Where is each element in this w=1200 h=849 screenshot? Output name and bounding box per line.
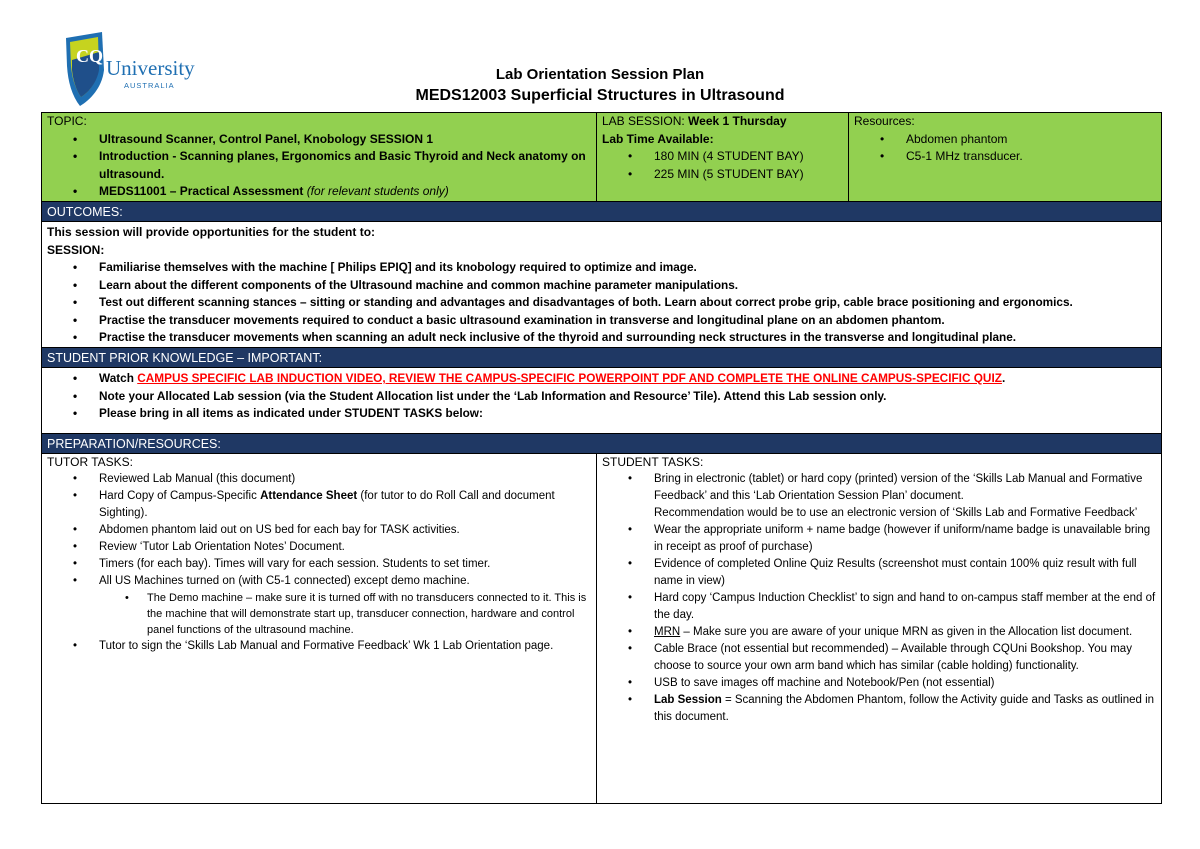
student-task: • Cable Brace (not essential but recommended) – Available through CQUni Bookshop. You may choose to source your own arm band which has similar (cable holding) functionality. [602, 641, 1156, 675]
prior-item: • Note your Allocated Lab session (via the Student Allocation list under the ‘Lab Information and Resource’ Tile). Attend this Lab session only. [47, 388, 1156, 406]
prior-item: • Please bring in all items as indicated under STUDENT TASKS below: [47, 405, 1156, 423]
student-task: • Hard copy ‘Campus Induction Checklist’ to sign and hand to on-campus staff member at the end of the day. [602, 590, 1156, 624]
outcome-item: • Practise the transducer movements required to conduct a basic ultrasound examination in transverse and longitudinal plane on an abdomen phantom. [47, 312, 1156, 330]
tutor-task: • Tutor to sign the ‘Skills Lab Manual and Formative Feedback’ Wk 1 Lab Orientation page. [47, 638, 591, 655]
student-task: • Evidence of completed Online Quiz Results (screenshot must contain 100% quiz result with full name in view) [602, 556, 1156, 590]
outcomes-body [42, 222, 1161, 348]
outcome-item: • Practise the transducer movements when scanning an adult neck inclusive of the thyroid and surrounding neck structures in the transverse and longitudinal plane. [47, 329, 1156, 347]
student-task: • Lab Session = Scanning the Abdomen Phantom, follow the Activity guide and Tasks as outlined in this document. [602, 692, 1156, 726]
svg-text:University: University [106, 56, 195, 80]
resource-item: • C5-1 MHz transducer. [854, 148, 1156, 166]
student-task: • USB to save images off machine and Notebook/Pen (not essential) [602, 675, 1156, 692]
resources-label: Resources: [854, 114, 915, 128]
tutor-subtask: • The Demo machine – make sure it is turned off with no transducers connected to it. This is the machine that will demonstrate start up, transducer connection, hardware and control panel functions of the ultrasound machine. [95, 590, 591, 638]
subtitle: MEDS12003 Superficial Structures in Ultrasound [415, 87, 785, 104]
title: Lab Orientation Session Plan [495, 66, 705, 83]
topic-label: TOPIC: [47, 114, 87, 128]
topic-item: • Ultrasound Scanner, Control Panel, Knobology SESSION 1 [47, 131, 591, 149]
topic-item: • MEDS11001 – Practical Assessment (for relevant students only) [47, 183, 591, 201]
lab-time-label: Lab Time Available: [602, 131, 714, 146]
lab-time-item: • 225 MIN (5 STUDENT BAY) [602, 166, 843, 184]
tutor-task: • Abdomen phantom laid out on US bed for each bay for TASK activities. [47, 522, 591, 539]
student-task: • Bring in electronic (tablet) or hard copy (printed) version of the ‘Skills Lab Manual and Formative Feedback’ and this ‘Lab Orientation Session Plan’ document. Recommendation would be to use an electronic version of ‘Skills Lab and Formative Feedback’ [602, 471, 1156, 522]
tutor-tasks-label: TUTOR TASKS: [47, 455, 134, 469]
lab-session-cell [597, 113, 849, 201]
topic-item: • Introduction - Scanning planes, Ergonomics and Basic Thyroid and Neck anatomy on ultrasound. [47, 148, 591, 183]
resource-item: • Abdomen phantom [854, 131, 1156, 149]
outcome-item: • Learn about the different components of the Ultrasound machine and common machine parameter manipulations. [47, 277, 1156, 295]
student-tasks-cell [597, 454, 1161, 803]
prior-item-watch: • Watch CAMPUS SPECIFIC LAB INDUCTION VIDEO, REVIEW THE CAMPUS-SPECIFIC POWERPOINT PDF AND COMPLETE THE ONLINE CAMPUS-SPECIFIC QUIZ. [47, 370, 1156, 388]
tutor-task: • Reviewed Lab Manual (this document) [47, 471, 591, 488]
tutor-task: • Timers (for each bay). Times will vary for each session. Students to set timer. [47, 556, 591, 573]
session-plan-table [41, 112, 1162, 804]
student-tasks-label: STUDENT TASKS: [602, 455, 704, 469]
campus-induction-link[interactable]: CAMPUS SPECIFIC LAB INDUCTION VIDEO, REVIEW THE CAMPUS-SPECIFIC POWERPOINT PDF AND COMPLETE THE ONLINE CAMPUS-SPECIFIC QUIZ [137, 371, 1002, 385]
outcome-item: • Test out different scanning stances – sitting or standing and advantages and disadvantages of both. Learn about correct probe grip, cable brace positioning and ergonomics. [47, 294, 1156, 312]
outcome-item: • Familiarise themselves with the machine [ Philips EPIQ] and its knobology required to optimize and image. [47, 259, 1156, 277]
student-task: • Wear the appropriate uniform + name badge (however if uniform/name badge is unavailable bring in receipt as proof of purchase) [602, 522, 1156, 556]
outcomes-header: OUTCOMES: [42, 202, 1161, 222]
tutor-task: • Review ‘Tutor Lab Orientation Notes’ Document. [47, 539, 591, 556]
prior-knowledge-header: STUDENT PRIOR KNOWLEDGE – IMPORTANT: [42, 348, 1161, 368]
outcomes-intro: This session will provide opportunities for the student to: [47, 225, 376, 239]
preparation-header: PREPARATION/RESOURCES: [42, 434, 1161, 454]
session-label: SESSION: [47, 242, 105, 257]
topic-cell [42, 113, 597, 201]
document-title [0, 64, 1200, 106]
tutor-task: • Hard Copy of Campus-Specific Attendance Sheet (for tutor to do Roll Call and document Sighting). [47, 488, 591, 522]
topic-row [42, 113, 1161, 202]
prior-knowledge-body [42, 368, 1161, 434]
student-task: • MRN – Make sure you are aware of your unique MRN as given in the Allocation list document. [602, 624, 1156, 641]
lab-session-label: LAB SESSION: Week 1 Thursday [602, 114, 787, 128]
lab-time-item: • 180 MIN (4 STUDENT BAY) [602, 148, 843, 166]
tasks-row [42, 454, 1161, 803]
svg-text:AUSTRALIA: AUSTRALIA [124, 81, 175, 90]
resources-cell [849, 113, 1161, 201]
tutor-tasks-cell [42, 454, 597, 803]
svg-text:CQ: CQ [76, 46, 103, 66]
tutor-task: • All US Machines turned on (with C5-1 connected) except demo machine. [47, 573, 591, 590]
